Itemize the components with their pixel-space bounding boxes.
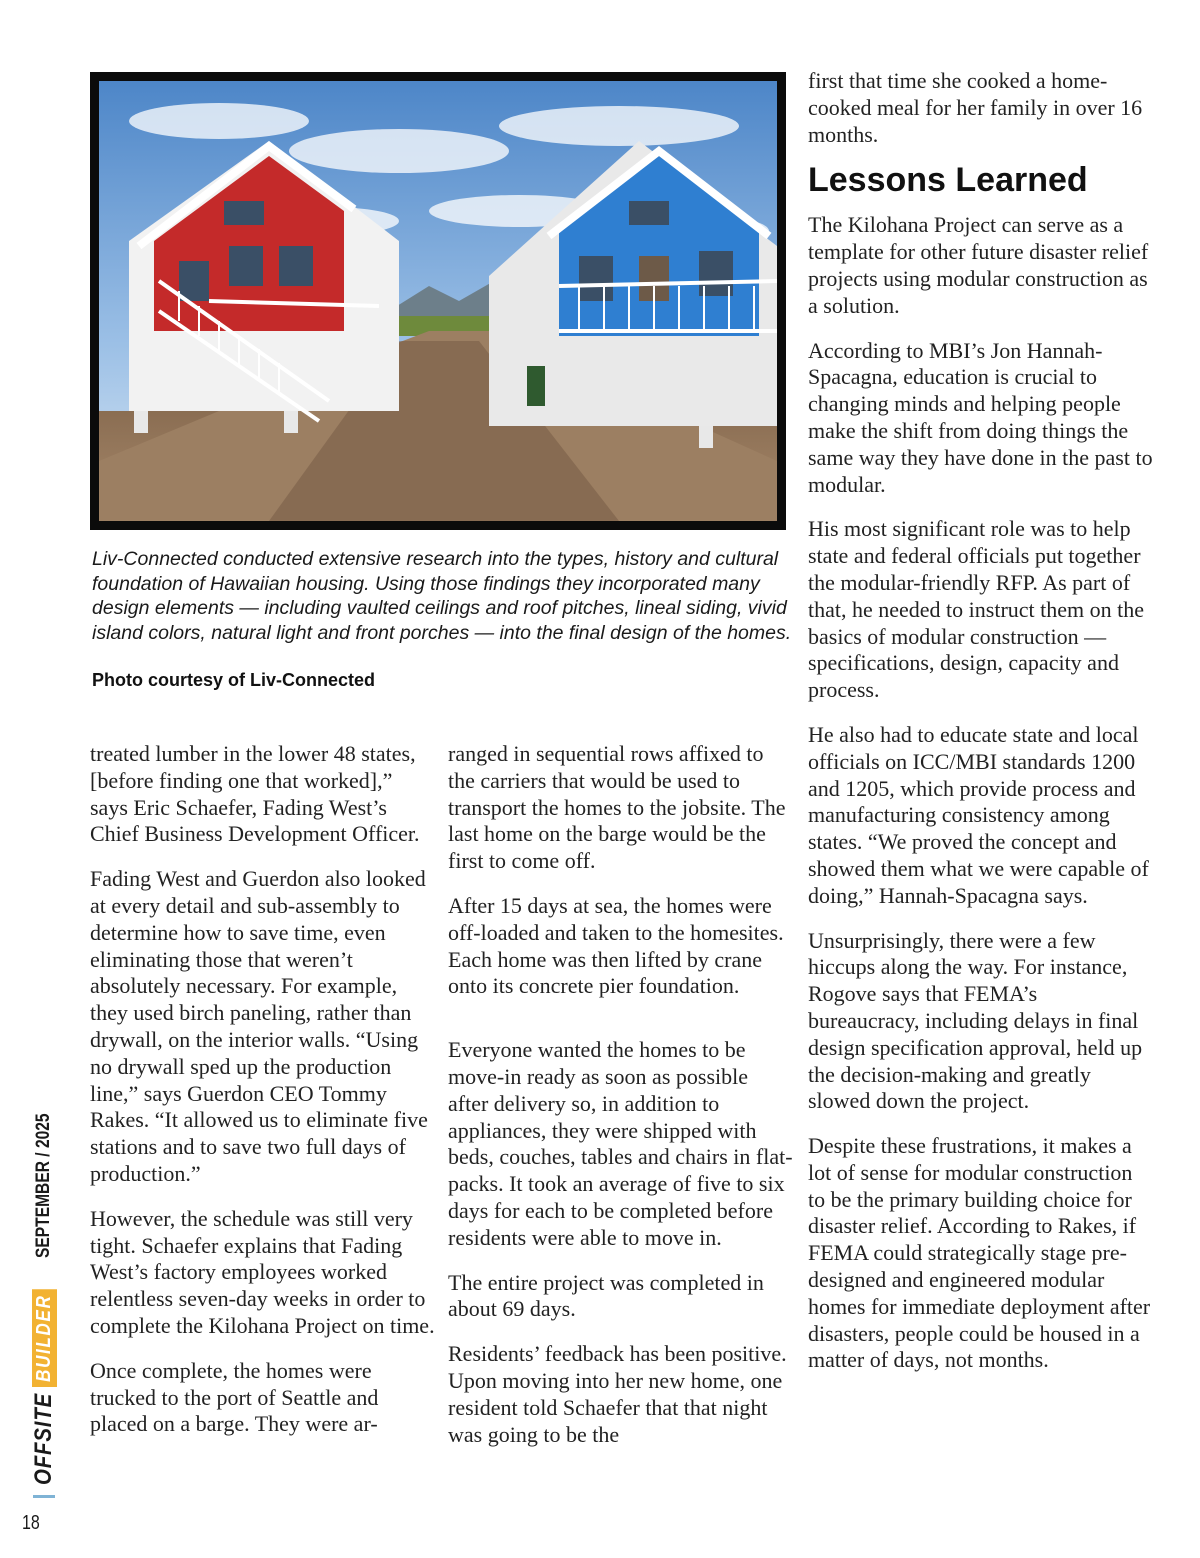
photo-caption: Liv-Connected conducted extensive research into the types, history and cultural foundation of Hawaiian housing. Using those findings they incorporated many design elements — including vaulted ceilings and roof pitches, lineal siding, vivid island colors, natural light and front porches — into the final design of the homes.	[92, 548, 792, 644]
paragraph: However, the schedule was still very tight. Schaefer explains that Fading West’s factory employees worked relentless seven-day weeks in order to complete the Kilohana Project on time.	[90, 1205, 435, 1338]
paragraph: The Kilohana Project can serve as a template for other future disaster relief projects using modular construction as a solution.	[808, 212, 1149, 318]
brand-logo-offsite: OFFSITE	[30, 1392, 57, 1485]
paragraph: The entire project was completed in about 69 days.	[448, 1269, 764, 1322]
paragraph: Residents’ feedback has been positive. Upon moving into her new home, one resident told Schaefer that that night was going to be the	[448, 1341, 787, 1447]
paragraph: Once complete, the homes were trucked to the port of Seattle and placed on a barge. They were ar-	[90, 1357, 379, 1437]
article-column-1	[90, 741, 435, 1456]
photo-credit: Photo courtesy of Liv-Connected	[92, 670, 376, 690]
article-photo	[90, 72, 786, 530]
paragraph: ranged in sequential rows affixed to the carriers that would be used to transport the homes to the jobsite. The last home on the barge would be the first to come off.	[448, 741, 786, 874]
paragraph: After 15 days at sea, the homes were off-loaded and taken to the homesites. Each home was then lifted by crane onto its concrete pier foundation.	[448, 892, 784, 999]
paragraph: Fading West and Guerdon also looked at every detail and sub-assembly to determine how to save time, even eliminating those that weren’t absolutely necessary. For example, they used birch paneling, rather than drywall, on the interior walls. “Using no drywall sped up the production line,” says Guerdon CEO Tommy Rakes. “It allowed us to eliminate five stations and to save two full days of production.”	[90, 866, 428, 1186]
paragraph: According to MBI’s Jon Hannah-Spacagna, education is crucial to changing minds and helping people make the shift from doing things the same way they have done in the past to modular.	[808, 337, 1153, 497]
page-number: 18	[22, 1512, 40, 1534]
paragraph: Despite these frustrations, it makes a lot of sense for modular construction to be the primary building choice for disaster relief. According to Rakes, if FEMA could strategically stage pre-designed and engineered modular homes for immediate deployment after disasters, people could be housed in a matter of days, not months.	[808, 1133, 1151, 1373]
article-column-2	[448, 741, 793, 1466]
paragraph: treated lumber in the lower 48 states, [before finding one that worked],” says Eric Schaefer, Fading West’s Chief Business Development Officer.	[90, 741, 420, 847]
section-heading: Lessons Learned	[808, 161, 1088, 200]
paragraph: Everyone wanted the homes to be move-in ready as soon as possible after delivery so, in addition to appliances, they were shipped with beds, couches, tables and chairs in flat-packs. It took an average of five to six days for each to be completed before residents were able to move in.	[448, 1037, 793, 1250]
paragraph: first that time she cooked a home-cooked meal for her family in over 16 months.	[808, 68, 1143, 147]
paragraph: He also had to educate state and local officials on ICC/MBI standards 1200 and 1205, which provide process and manufacturing consistency among states. “We proved the concept and showed them what we were capable of doing,” Hannah-Spacagna says.	[808, 721, 1149, 908]
paragraph: His most significant role was to help state and federal officials put together the modular-friendly RFP. As part of that, he needed to instruct them on the basics of modular construction —specifications, design, capacity and process.	[808, 516, 1145, 703]
magazine-sidebar	[10, 1113, 57, 1498]
article-column-3	[808, 68, 1153, 1392]
brand-accent-line	[33, 1495, 55, 1498]
issue-date: SEPTEMBER / 2025	[33, 1113, 54, 1258]
brand-logo-builder: BUILDER	[32, 1289, 57, 1387]
paragraph: Unsurprisingly, there were a few hiccups along the way. For instance, Rogove says that FEMA’s bureaucracy, including delays in final design specification approval, held up the decision-making and greatly slowed down the project.	[808, 927, 1143, 1114]
modular-homes-photo	[99, 81, 777, 521]
